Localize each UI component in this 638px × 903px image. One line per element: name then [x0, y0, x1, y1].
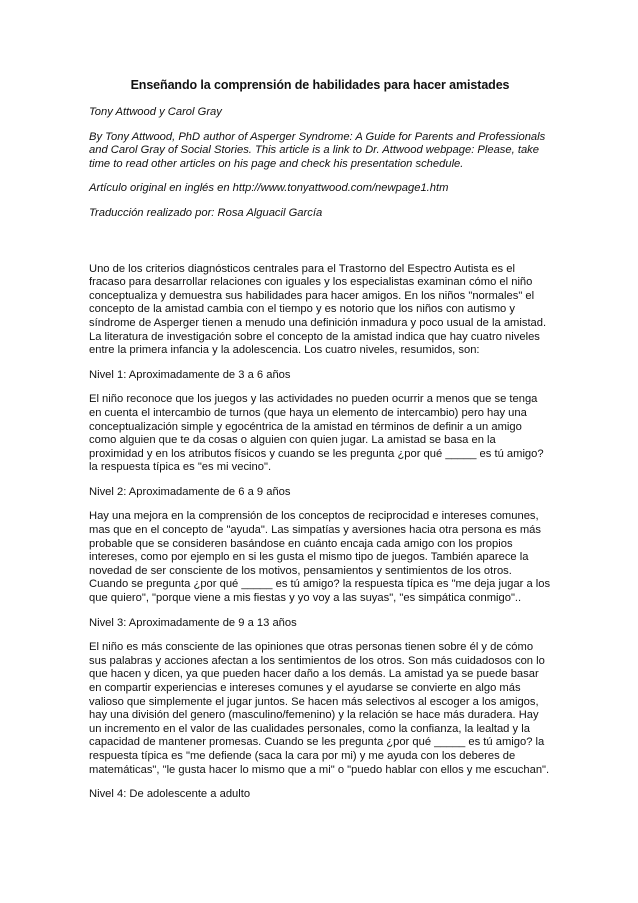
level-3-paragraph: El niño es más consciente de las opiniones que otras personas tienen sobre él y de cómo sus palabras y acciones afectan a los sentimientos de los otros. Son más cuidadosos con lo que hacen y dicen, ya que pueden hacer daño a los demás. La amistad ya se puede basar en compartir experiencias e intereses comunes y el ayudarse se convierte en algo más valioso que simplemente el jugar juntos. Se hacen más selectivos al escoger a los amigos, hay una división del genero (masculino/femenino) y la relación se hace más duradera. Hay un incremento en el valor de las cualidades personales, como la confianza, la lealtad y la capacidad de mantener promesas. Cuando se les pregunta ¿por qué _____ es tú amigo? la respuesta típica es "me defiende (saca la cara por mi) y me ayuda con los deberes de matemáticas", "le gusta hacer lo mismo que a mi" o "puedo hablar con ellos y me escuchan". [89, 641, 550, 776]
intro-paragraph: Uno de los criterios diagnósticos centrales para el Trastorno del Espectro Autista es el fracaso para desarrollar relaciones con iguales y los especialistas examinan cómo el niño conceptualiza y demuestra sus habilidades para hacer amigos. En los niños "normales" el concepto de la amistad cambia con el tiempo y es notorio que los niños con autismo y síndrome de Asperger tienen a menudo una definición inmadura y poco usual de la amistad. La literatura de investigación sobre el concepto de la amistad indica que hay cuatro niveles entre la primera infancia y la adolescencia. Los cuatro niveles, resumidos, son: [89, 262, 547, 357]
level-4-heading: Nivel 4: De adolescente a adulto [89, 788, 251, 801]
document-page [89, 78, 551, 813]
level-3-heading: Nivel 3: Aproximadamente de 9 a 13 años [89, 616, 297, 629]
authors-line: Tony Attwood y Carol Gray [89, 106, 222, 118]
level-1-paragraph: El niño reconoce que los juegos y las actividades no pueden ocurrir a menos que se tenga en cuenta el intercambio de turnos (que haya un elemento de intercambio) pero hay una conceptualización simple y egocéntrica de la amistad en términos de definir a un amigo como alguien que te da cosas o alguien con quien jugar. La amistad se basa en la proximidad y en los atributos físicos y cuando se les pregunta ¿por qué _____ es tú amigo? la respuesta típica es "es mi vecino". [89, 393, 544, 474]
original-article-line: Artículo original en inglés en http://www.tonyattwood.com/newpage1.htm [89, 182, 449, 195]
level-2-paragraph: Hay una mejora en la comprensión de los conceptos de reciprocidad e intereses comunes, mas que en el concepto de "ayuda". Las simpatías y aversiones hacia otra persona es más probable que se consideren basándose en cuánto encaja cada amigo con los propios intereses, como por ejemplo en si les gusta el mismo tipo de juegos. También aparece la novedad de ser consciente de los motivos, pensamientos y sentimientos de los otros. Cuando se pregunta ¿por qué _____ es tú amigo? la respuesta típica es "me deja jugar a los que quiero", "porque viene a mis fiestas y yo voy a las suyas", "es simpática conmigo".. [89, 510, 551, 605]
translator-line: Traducción realizado por: Rosa Alguacil García [89, 206, 323, 219]
byline-paragraph: By Tony Attwood, PhD author of Asperger Syndrome: A Guide for Parents and Professionals and Carol Gray of Social Stories. This article is a link to Dr. Attwood webpage: Please, take time to read other articles on his page and check his presentation schedule. [89, 130, 546, 170]
level-1-heading: Nivel 1: Aproximadamente de 3 a 6 años [89, 368, 291, 381]
document-title: Enseñando la comprensión de habilidades para hacer amistades [130, 78, 510, 92]
level-2-heading: Nivel 2: Aproximadamente de 6 a 9 años [89, 485, 291, 498]
